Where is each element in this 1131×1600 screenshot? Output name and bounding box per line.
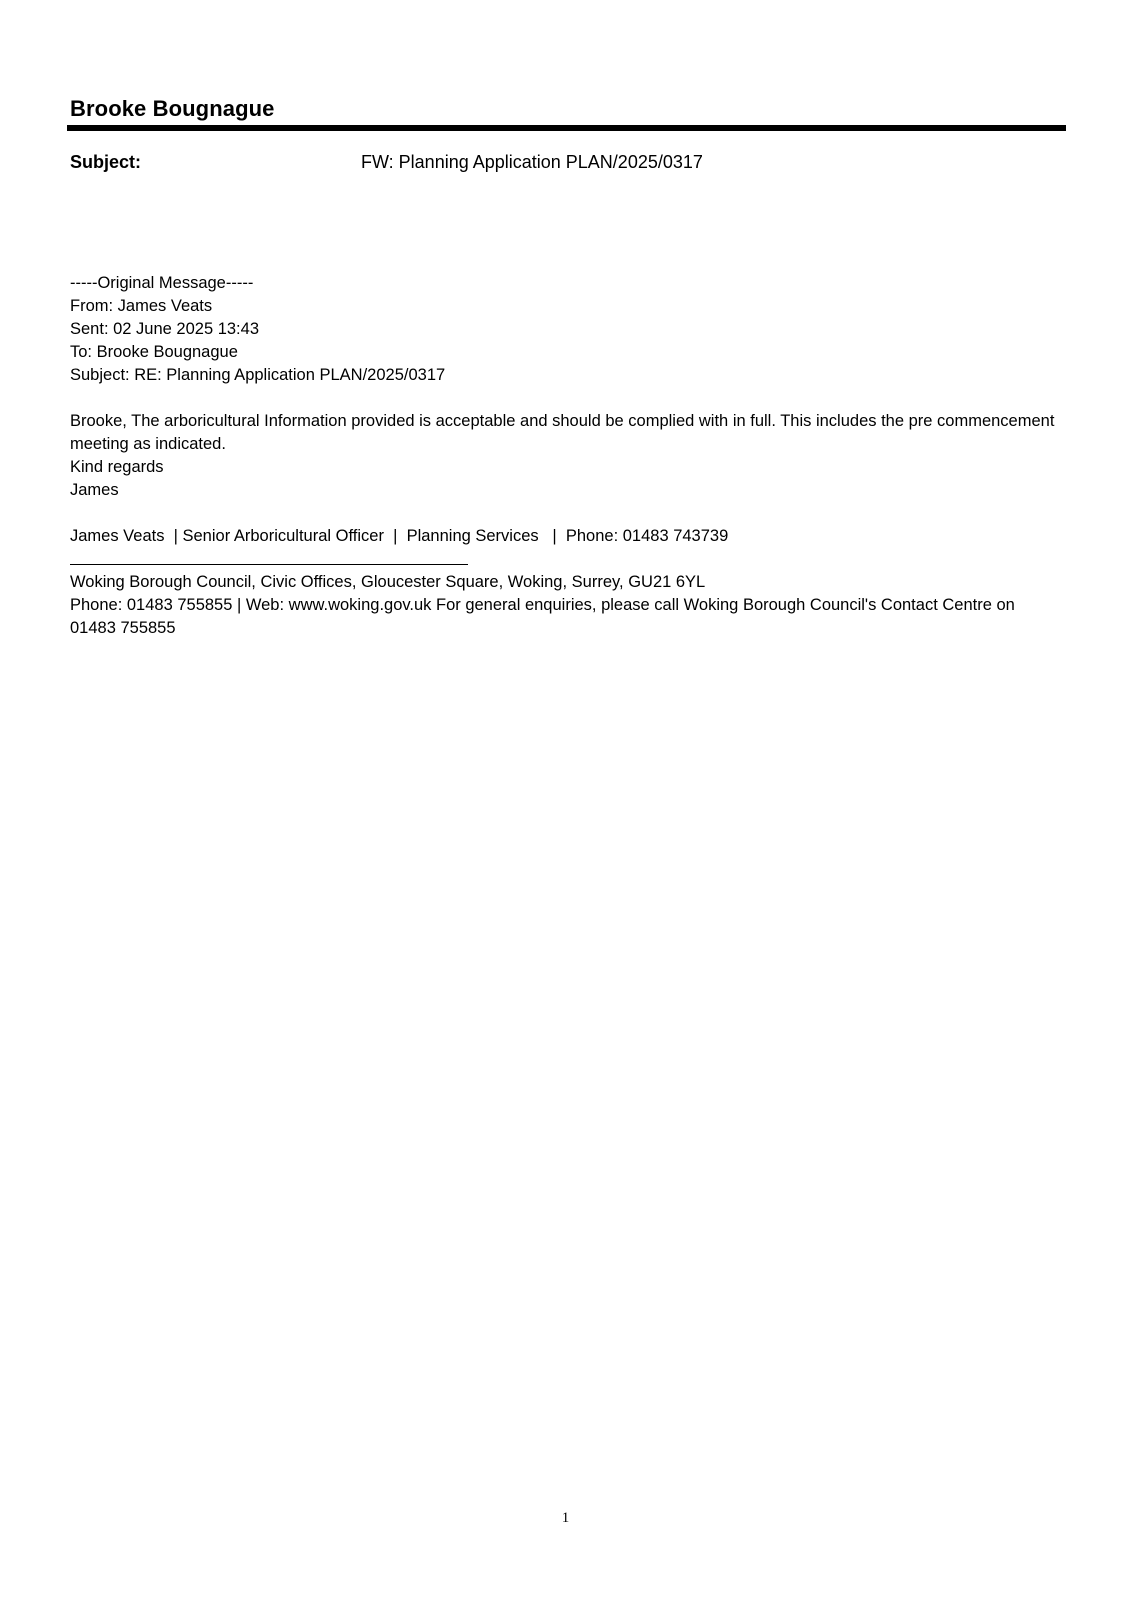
subject-label: Subject: xyxy=(70,152,142,172)
spacer xyxy=(70,502,1060,525)
original-from: From: James Veats xyxy=(70,297,213,315)
spacer xyxy=(70,387,1060,410)
message-sign-name: James xyxy=(70,481,119,499)
header-divider xyxy=(67,125,1066,131)
subject-value: FW: Planning Application PLAN/2025/0317 xyxy=(361,152,703,172)
original-message-marker: -----Original Message----- xyxy=(70,274,254,292)
signature-separator xyxy=(70,548,468,565)
message-closing: Kind regards xyxy=(70,458,164,476)
mailbox-owner-name: Brooke Bougnague xyxy=(70,96,275,121)
original-to: To: Brooke Bougnague xyxy=(70,343,238,361)
page-number: 1 xyxy=(561,1510,570,1526)
original-subject: Subject: RE: Planning Application PLAN/2025/0317 xyxy=(70,366,446,384)
message-body-text: Brooke, The arboricultural Information provided is acceptable and should be complied with in full. This includes the pre commencement meeting as indicated. xyxy=(70,412,1055,453)
signature-contact: Phone: 01483 755855 | Web: www.woking.gov.uk For general enquiries, please call Woking Borough Council's Contact Centre on 01483 755855 xyxy=(70,596,1015,637)
email-body xyxy=(70,272,1060,640)
signature-line: James Veats | Senior Arboricultural Officer | Planning Services | Phone: 01483 743739 xyxy=(70,527,729,545)
original-sent: Sent: 02 June 2025 13:43 xyxy=(70,320,259,338)
signature-address: Woking Borough Council, Civic Offices, Gloucester Square, Woking, Surrey, GU21 6YL xyxy=(70,573,706,591)
